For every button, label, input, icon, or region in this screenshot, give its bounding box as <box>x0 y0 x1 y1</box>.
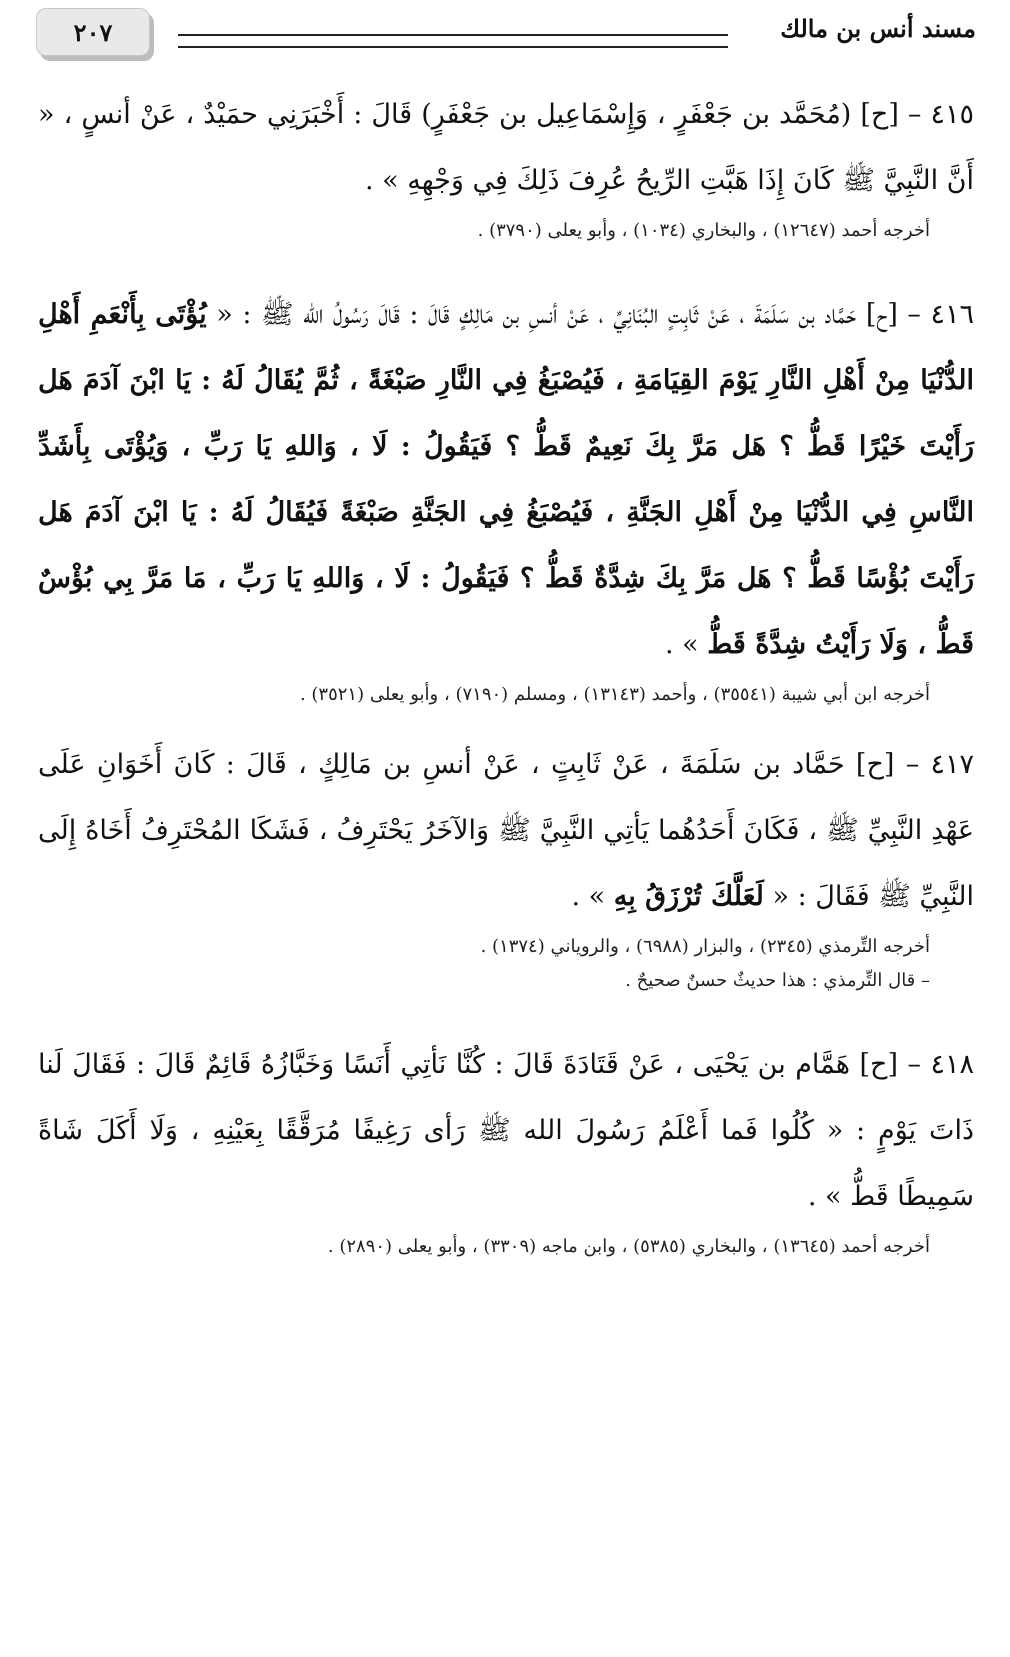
page-content <box>38 82 974 1264</box>
takhrij-note: أخرجه أحمد (١٣٦٤٥) ، والبخاري (٥٣٨٥) ، وابن ماجه (٣٣٠٩) ، وأبو يعلى (٢٨٩٠) . <box>327 1236 930 1257</box>
hadith-416 <box>38 282 974 712</box>
hadith-number: ٤١٨ – <box>907 1049 974 1080</box>
hadith-text <box>38 732 974 930</box>
hadith-body: [ح] هَمَّام بن يَحْيَى ، عَنْ قَتَادَةَ قَالَ : كُنَّا نَأتِي أَنَسًا وَخَبَّازُهُ قَائِمٌ قَالَ : فَقَالَ لَنا ذَاتَ يَوْمٍ : « كُلُوا فَما أَعْلَمُ رَسُولَ الله ﷺ رَأى رَغِيفًا مُرَقَّقًا بِعَيْنِهِ ، وَلَا أَكَلَ شَاةً سَمِيطًا قَطُّ » . <box>38 1049 974 1212</box>
hadith-text <box>38 282 974 678</box>
hadith-417 <box>38 732 974 998</box>
takhrij-note: أخرجه أحمد (١٢٦٤٧) ، والبخاري (١٠٣٤) ، وأبو يعلى (٣٧٩٠) . <box>477 220 930 241</box>
hadith-text <box>38 82 974 214</box>
hadith-text <box>38 1032 974 1230</box>
takhrij-note: أخرجه ابن أبي شيبة (٣٥٥٤١) ، وأحمد (١٣١٤٣) ، ومسلم (٧١٩٠) ، وأبو يعلى (٣٥٢١) . <box>299 684 930 705</box>
running-title: مسند أنس بن مالك <box>780 14 976 43</box>
hadith-matn: لَعَلَّكَ تُرْزَقُ بِهِ <box>613 881 764 912</box>
hadith-number: ٤١٥ – <box>907 99 974 130</box>
hadith-end: » . <box>664 629 708 660</box>
hadith-number: ٤١٦ – <box>907 299 974 330</box>
hadith-number: ٤١٧ – <box>905 749 974 780</box>
hadith-isnad: [ح] حَمَّاد بن سَلَمَةَ ، عَنْ ثَابِتٍ البُنَانِيِّ ، عَنْ أنسِ بن مَالِكٍ قَالَ : قَالَ رَسُولُ الله ﷺ : « <box>206 299 908 330</box>
page-header <box>36 8 976 64</box>
header-rule <box>178 34 728 48</box>
hadith-body: [ح] (مُحَمَّد بن جَعْفَرٍ ، وَإِسْمَاعِيل بن جَعْفَرٍ) قَالَ : أَخْبَرَنِي حمَيْدٌ ، عَنْ أنسٍ ، « أَنَّ النَّبِيَّ ﷺ كَانَ إِذَا هَبَّتِ الرِّيحُ عُرِفَ ذَلِكَ فِي وَجْهِهِ » . <box>38 99 974 196</box>
hadith-415 <box>38 82 974 248</box>
hadith-end: » . <box>571 881 614 912</box>
hadith-418 <box>38 1032 974 1264</box>
takhrij-note: أخرجه التِّرمذي (٢٣٤٥) ، والبزار (٦٩٨٨) ، والروياني (١٣٧٤) . <box>480 936 930 957</box>
grading-note: – قال التِّرمذي : هذا حديثٌ حسنٌ صحيحٌ . <box>625 970 930 991</box>
hadith-isnad: [ح] حَمَّاد بن سَلَمَةَ ، عَنْ ثَابِتٍ ، عَنْ أنسِ بن مَالِكٍ ، قَالَ : كَانَ أَخَوَانِ عَلَى عَهْدِ النَّبِيِّ ﷺ ، فَكَانَ أَحَدُهُما يَأتِي النَّبِيَّ ﷺ وَالآخَرُ يَحْتَرِفُ ، فَشَكَا المُحْتَرِفُ أَخَاهُ إِلَى النَّبِيِّ ﷺ فَقَالَ : « <box>38 749 974 912</box>
page-number: ٢٠٧ <box>36 8 150 56</box>
hadith-matn: يُؤْتَى بِأَنْعَمِ أَهْلِ الدُّنْيَا مِنْ أَهْلِ النَّارِ يَوْمَ القِيَامَةِ ، فَيُصْبَغُ فِي النَّارِ صَبْغَةً ، ثُمَّ يُقَالُ لَهُ : يَا ابْنَ آدَمَ هَل رَأَيْتَ خَيْرًا قَطُّ ؟ هَل مَرَّ بِكَ نَعِيمٌ قَطُّ ؟ فَيَقُولُ : لَا ، وَاللهِ يَا رَبِّ ، وَيُؤْتَى بِأَشَدِّ النَّاسِ فِي الدُّنْيَا مِنْ أَهْلِ الجَنَّةِ ، فَيُصْبَغُ فِي الجَنَّةِ صَبْغَةً فَيُقَالُ لَهُ : يَا ابْنَ آدَمَ هَل رَأَيْتَ بُؤْسًا قَطُّ ؟ هَل مَرَّ بِكَ شِدَّةٌ قَطُّ ؟ فَيَقُولُ : لَا ، وَاللهِ يَا رَبِّ ، مَا مَرَّ بِي بُؤْسٌ قَطُّ ، وَلَا رَأَيْتُ شِدَّةً قَطُّ <box>38 299 974 660</box>
